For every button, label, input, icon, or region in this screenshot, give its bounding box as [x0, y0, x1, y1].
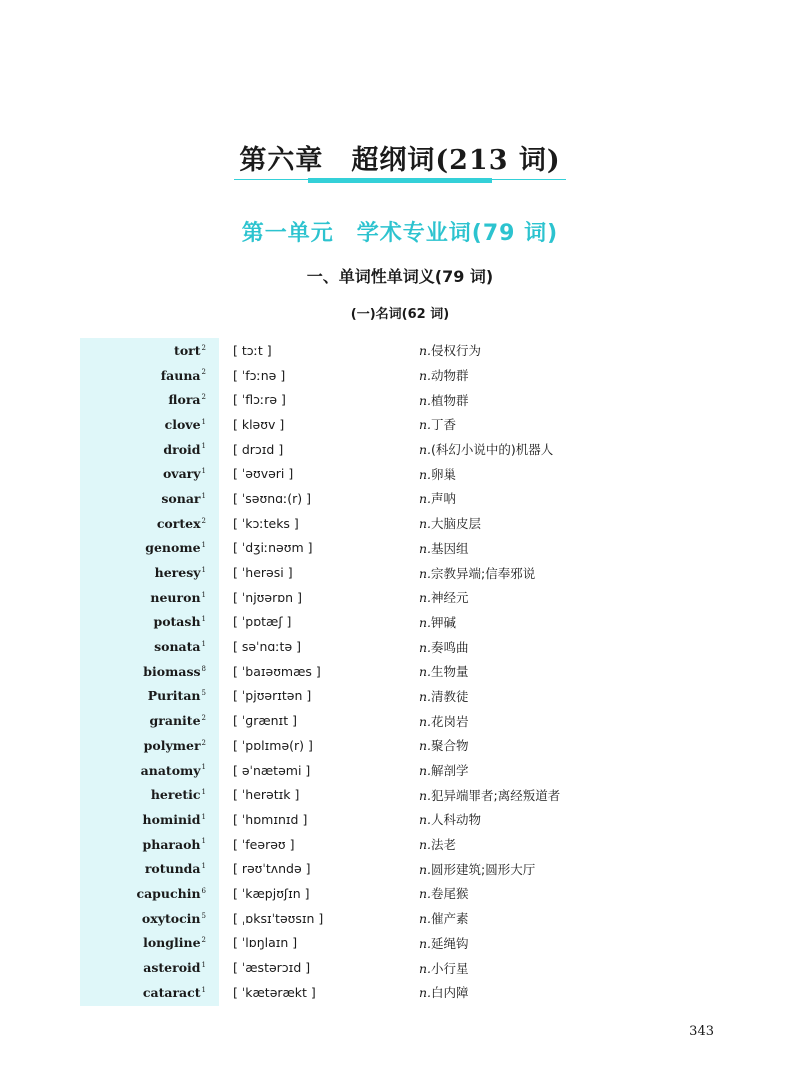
vocab-row	[80, 536, 720, 561]
headword-text: polymer	[143, 737, 201, 753]
headword-text: capuchin	[136, 885, 201, 901]
headword-text: oxytocin	[141, 910, 201, 926]
frequency-superscript: 5	[201, 689, 206, 698]
headword	[80, 960, 206, 975]
part-of-speech: n.	[419, 540, 432, 556]
meaning-text: 生物量	[431, 664, 469, 680]
vocab-row	[80, 931, 720, 956]
vocab-row	[80, 659, 720, 684]
vocab-row	[80, 782, 720, 807]
frequency-superscript: 1	[201, 417, 206, 426]
meaning-text: 声呐	[431, 491, 457, 507]
vocab-row	[80, 486, 720, 511]
definition	[419, 959, 469, 977]
frequency-superscript: 1	[201, 491, 206, 500]
vocab-row	[80, 856, 720, 881]
meaning-text: 动物群	[431, 368, 469, 384]
headword-text: rotunda	[144, 861, 201, 877]
phonetic: [ ˈhɒmɪnɪd ]	[233, 811, 308, 827]
part-of-speech: n.	[419, 442, 432, 458]
vocab-row	[80, 461, 720, 486]
part-of-speech: n.	[419, 417, 432, 433]
frequency-superscript: 1	[201, 862, 206, 871]
meaning-text: 花岗岩	[431, 713, 469, 729]
phonetic: [ ˈbaɪəʊmæs ]	[233, 663, 321, 679]
definition	[419, 638, 469, 656]
frequency-superscript: 1	[201, 467, 206, 476]
vocabulary-list	[80, 338, 720, 1005]
headword	[80, 935, 206, 950]
part-of-speech: n.	[419, 985, 432, 1001]
definition	[419, 415, 456, 433]
frequency-superscript: 1	[201, 812, 206, 821]
chapter-title: 第六章 超纲词(213 词)	[239, 145, 561, 176]
frequency-superscript: 1	[201, 837, 206, 846]
headword-text: fauna	[160, 367, 201, 383]
part-of-speech: n.	[419, 392, 432, 408]
frequency-superscript: 1	[201, 615, 206, 624]
meaning-text: 延绳钩	[431, 935, 469, 951]
chapter-rule-accent	[308, 178, 492, 183]
part-of-speech: n.	[419, 713, 432, 729]
definition	[419, 860, 535, 878]
phonetic: [ ˈəʊvəri ]	[233, 466, 294, 482]
headword-text: tort	[174, 342, 201, 358]
headword	[80, 664, 206, 679]
part-of-speech: n.	[419, 614, 432, 630]
frequency-superscript: 1	[201, 788, 206, 797]
meaning-text: 丁香	[431, 417, 457, 433]
part-of-speech: n.	[419, 935, 432, 951]
vocab-row	[80, 412, 720, 437]
headword-text: genome	[145, 540, 201, 556]
meaning-text: 聚合物	[431, 738, 469, 754]
headword-text: sonata	[154, 639, 201, 655]
phonetic: [ ˈkæpjʊʃɪn ]	[233, 885, 310, 901]
headword-text: cortex	[156, 515, 201, 531]
part-of-speech: n.	[419, 911, 432, 927]
phonetic: [ rəʊˈtʌndə ]	[233, 861, 311, 877]
frequency-superscript: 2	[201, 368, 206, 377]
meaning-text: 神经元	[431, 590, 469, 606]
part-of-speech: n.	[419, 812, 432, 828]
headword	[80, 368, 206, 383]
frequency-superscript: 2	[201, 714, 206, 722]
part-of-speech: n.	[419, 664, 432, 680]
phonetic: [ ˈdʒiːnəʊm ]	[233, 540, 313, 556]
headword-text: flora	[168, 392, 201, 408]
headword	[80, 837, 206, 852]
headword-text: heretic	[150, 787, 201, 803]
phonetic: [ ˈkætərækt ]	[233, 984, 316, 1000]
phonetic: [ ˈfeərəʊ ]	[233, 836, 295, 852]
frequency-superscript: 1	[201, 985, 206, 994]
headword-text: droid	[163, 441, 201, 457]
unit-title: 第一单元 学术专业词(79 词)	[241, 221, 559, 246]
headword	[80, 738, 206, 753]
part-of-speech: n.	[419, 343, 432, 359]
frequency-superscript: 2	[201, 516, 206, 525]
headword	[80, 516, 206, 531]
part-of-speech: n.	[419, 565, 432, 581]
phonetic: [ kləʊv ]	[233, 416, 285, 432]
phonetic: [ ˈɡrænɪt ]	[233, 713, 297, 729]
vocab-row	[80, 684, 720, 709]
definition	[419, 736, 469, 754]
headword	[80, 713, 206, 728]
headword	[80, 343, 206, 358]
vocab-row	[80, 634, 720, 659]
headword	[80, 565, 206, 580]
headword	[80, 763, 206, 778]
meaning-text: 大脑皮层	[431, 516, 482, 532]
headword	[80, 392, 206, 407]
definition	[419, 341, 481, 359]
phonetic: [ ˈflɔːrə ]	[233, 392, 286, 408]
definition	[419, 810, 481, 828]
frequency-superscript: 6	[201, 886, 206, 895]
vocab-row	[80, 511, 720, 536]
definition	[419, 613, 456, 631]
part-of-speech: n.	[419, 787, 432, 803]
frequency-superscript: 8	[201, 664, 206, 673]
definition	[419, 489, 456, 507]
meaning-text: 人科动物	[431, 812, 482, 828]
vocab-row	[80, 387, 720, 412]
meaning-text: 清教徒	[431, 688, 469, 704]
headword-text: potash	[153, 614, 201, 630]
headword	[80, 911, 206, 926]
headword	[80, 590, 206, 605]
meaning-text: 植物群	[431, 392, 469, 408]
meaning-text: 宗教异端;信奉邪说	[431, 565, 536, 581]
headword	[80, 787, 206, 802]
part-of-speech: n.	[419, 688, 432, 704]
frequency-superscript: 2	[201, 936, 206, 945]
headword	[80, 491, 206, 506]
headword	[80, 466, 206, 481]
frequency-superscript: 1	[201, 541, 206, 550]
vocab-row	[80, 758, 720, 783]
meaning-text: 钾碱	[431, 614, 457, 630]
headword-text: heresy	[154, 565, 201, 581]
meaning-text: 奏鸣曲	[431, 639, 469, 655]
page-number: 343	[689, 1024, 714, 1039]
definition	[419, 786, 560, 804]
vocab-row	[80, 832, 720, 857]
part-of-speech: n.	[419, 861, 432, 877]
definition	[419, 391, 469, 409]
frequency-superscript: 1	[201, 442, 206, 451]
vocab-row	[80, 733, 720, 758]
part-of-speech: n.	[419, 466, 432, 482]
phonetic: [ tɔːt ]	[233, 342, 272, 358]
vocab-row	[80, 881, 720, 906]
definition	[419, 884, 469, 902]
meaning-text: 侵权行为	[431, 343, 482, 359]
headword-text: hominid	[142, 811, 201, 827]
vocab-row	[80, 560, 720, 585]
part-of-speech: n.	[419, 639, 432, 655]
frequency-superscript: 5	[201, 911, 206, 920]
meaning-text: 白内障	[431, 985, 469, 1001]
meaning-text: 解剖学	[431, 763, 469, 779]
headword	[80, 688, 206, 703]
phonetic: [ ˌɒksɪˈtəʊsɪn ]	[233, 910, 324, 926]
frequency-superscript: 1	[201, 565, 206, 574]
part-of-speech: n.	[419, 960, 432, 976]
vocab-row	[80, 610, 720, 635]
vocab-row	[80, 906, 720, 931]
headword	[80, 417, 206, 432]
definition	[419, 564, 535, 582]
frequency-superscript: 2	[201, 343, 206, 352]
headword	[80, 861, 206, 876]
frequency-superscript: 1	[201, 763, 206, 772]
definition	[419, 588, 469, 606]
definition	[419, 465, 456, 483]
definition	[419, 835, 456, 853]
phonetic: [ ˈlɒŋlaɪn ]	[233, 935, 298, 951]
headword-text: pharaoh	[142, 836, 201, 852]
phonetic: [ ˈpɒlɪmə(r) ]	[233, 737, 313, 753]
meaning-text: (科幻小说中的)机器人	[431, 442, 554, 458]
headword	[80, 985, 206, 1000]
headword-text: ovary	[162, 466, 201, 482]
vocab-row	[80, 363, 720, 388]
meaning-text: 圆形建筑;圆形大厅	[431, 861, 536, 877]
subsection-title: (一)名词(62 词)	[350, 307, 450, 322]
headword	[80, 812, 206, 827]
headword-text: asteroid	[143, 960, 201, 976]
phonetic: [ ˈherəsi ]	[233, 565, 293, 581]
frequency-superscript: 1	[201, 960, 206, 969]
part-of-speech: n.	[419, 590, 432, 606]
meaning-text: 催产素	[431, 911, 469, 927]
definition	[419, 687, 469, 705]
headword-text: biomass	[143, 663, 201, 679]
frequency-superscript: 1	[201, 639, 206, 648]
part-of-speech: n.	[419, 837, 432, 853]
definition	[419, 539, 469, 557]
phonetic: [ ˈæstərɔɪd ]	[233, 960, 311, 976]
definition	[419, 366, 469, 384]
vocab-row	[80, 585, 720, 610]
phonetic: [ ˈpjʊərɪtən ]	[233, 688, 312, 704]
definition	[419, 514, 481, 532]
phonetic: [ ˈsəʊnɑː(r) ]	[233, 490, 312, 506]
definition	[419, 761, 469, 779]
meaning-text: 卷尾猴	[431, 886, 469, 902]
phonetic: [ səˈnɑːtə ]	[233, 639, 301, 655]
meaning-text: 小行星	[431, 960, 469, 976]
meaning-text: 犯异端罪者;离经叛道者	[431, 787, 561, 803]
headword-text: anatomy	[140, 762, 201, 778]
phonetic: [ ˈnjʊərɒn ]	[233, 589, 302, 605]
part-of-speech: n.	[419, 491, 432, 507]
definition	[419, 983, 469, 1001]
frequency-superscript: 1	[201, 590, 206, 599]
vocab-row	[80, 437, 720, 462]
headword	[80, 442, 206, 457]
part-of-speech: n.	[419, 886, 432, 902]
part-of-speech: n.	[419, 516, 432, 532]
headword-text: neuron	[150, 589, 201, 605]
vocab-row	[80, 980, 720, 1005]
headword-text: granite	[149, 713, 201, 729]
headword	[80, 614, 206, 629]
phonetic: [ ˈpɒtæʃ ]	[233, 614, 292, 630]
meaning-text: 基因组	[431, 540, 469, 556]
phonetic: [ drɔɪd ]	[233, 441, 284, 457]
section-title: 一、单词性单词义(79 词)	[306, 267, 494, 286]
part-of-speech: n.	[419, 738, 432, 754]
meaning-text: 卵巢	[431, 466, 457, 482]
phonetic: [ ˈfɔːnə ]	[233, 367, 286, 383]
vocab-row	[80, 807, 720, 832]
headword	[80, 886, 206, 901]
definition	[419, 440, 553, 458]
headword	[80, 540, 206, 555]
headword-text: cataract	[142, 984, 201, 1000]
phonetic: [ ˈkɔːteks ]	[233, 515, 299, 531]
headword-text: Puritan	[147, 688, 201, 704]
phonetic: [ əˈnætəmi ]	[233, 762, 311, 778]
definition	[419, 909, 469, 927]
definition	[419, 662, 469, 680]
headword-text: longline	[143, 935, 201, 951]
headword-text: sonar	[161, 490, 201, 506]
frequency-superscript: 2	[201, 738, 206, 747]
frequency-superscript: 2	[201, 393, 206, 402]
meaning-text: 法老	[431, 837, 457, 853]
vocab-row	[80, 955, 720, 980]
headword	[80, 639, 206, 654]
part-of-speech: n.	[419, 368, 432, 384]
headword-text: clove	[164, 416, 201, 432]
vocab-row	[80, 708, 720, 733]
definition	[419, 712, 469, 730]
definition	[419, 934, 469, 952]
vocab-row	[80, 338, 720, 363]
part-of-speech: n.	[419, 763, 432, 779]
phonetic: [ ˈherətɪk ]	[233, 787, 300, 803]
